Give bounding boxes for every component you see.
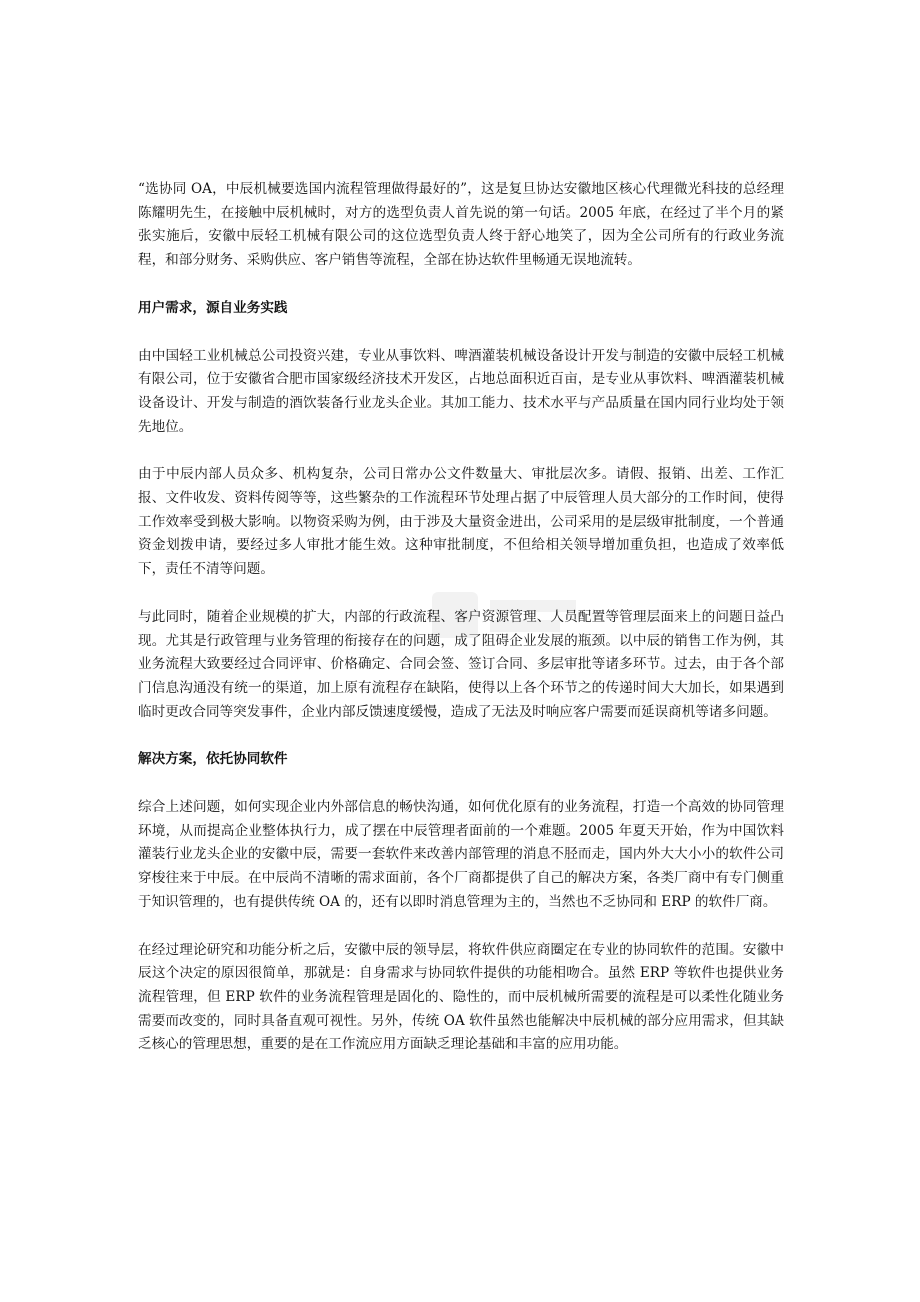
- document-body: [138, 178, 784, 1081]
- paragraph-vendor-selection: 综合上述问题，如何实现企业内外部信息的畅快沟通，如何优化原有的业务流程，打造一个高效的协同管理环境，从而提高企业整体执行力，成了摆在中辰管理者面前的一个难题。2005 年夏天开始，作为中国饮料灌装行业龙头企业的安徽中辰，需要一套软件来改善内部管理的消息不胫而走，国内外大大小小的软件公司穿梭往来于中辰。在中辰尚不清晰的需求面前，各个厂商都提供了自己的解决方案，各类厂商中有专门侧重于知识管理的，也有提供传统 OA 的，还有以即时消息管理为主的，当然也不乏协同和 ERP 的软件厂商。: [138, 799, 784, 910]
- paragraph-approval-problems: 由于中辰内部人员众多、机构复杂，公司日常办公文件数量大、审批层次多。请假、报销、出差、工作汇报、文件收发、资料传阅等等，这些繁杂的工作流程环节处理占据了中辰管理人员大部分的工作时间，使得工作效率受到极大影响。以物资采购为例，由于涉及大量资金进出，公司采用的是层级审批制度，一个普通资金划拨申请，要经过多人审批才能生效。这种审批制度，不但给相关领导增加重负担，也造成了效率低下，责任不清等问题。: [138, 466, 784, 578]
- paragraph-growth-issues: 与此同时，随着企业规模的扩大，内部的行政流程、客户资源管理、人员配置等管理层面来上的问题日益凸现。尤其是行政管理与业务管理的衔接存在的问题，成了阻碍企业发展的瓶颈。以中辰的销售工作为例，其业务流程大致要经过合同评审、价格确定、合同会签、签订合同、多层审批等诸多环节。过去，由于各个部门信息沟通没有统一的渠道，加上原有流程存在缺陷，使得以上各个环节之的传递时间大大加长，如果遇到临时更改合同等突发事件，企业内部反馈速度缓慢，造成了无法及时响应客户需要而延误商机等诸多问题。: [138, 608, 784, 720]
- paragraph-company-profile: 由中国轻工业机械总公司投资兴建，专业从事饮料、啤酒灌装机械设备设计开发与制造的安徽中辰轻工机械有限公司，位于安徽省合肥市国家级经济技术开发区，占地总面积近百亩，是专业从事饮料、啤酒灌装机械设备设计、开发与制造的酒饮装备行业龙头企业。其加工能力、技术水平与产品质量在国内同行业均处于领先地位。: [138, 347, 784, 435]
- section-heading-user-needs: 用户需求，源自业务实践: [138, 299, 288, 316]
- section-heading-solution: 解决方案，依托协同软件: [138, 751, 288, 768]
- paragraph-decision-reason: 在经过理论研究和功能分析之后，安徽中辰的领导层，将软件供应商圈定在专业的协同软件的范围。安徽中辰这个决定的原因很简单，那就是：自身需求与协同软件提供的功能相吻合。虽然 ERP 等软件也提供业务流程管理，但 ERP 软件的业务流程管理是固化的、隐性的，而中辰机械所需要的流程是可以柔性化随业务需要而改变的，同时具备直观可视性。另外，传统 OA 软件虽然也能解决中辰机械的部分应用需求，但其缺乏核心的管理思想，重要的是在工作流应用方面缺乏理论基础和丰富的应用功能。: [138, 941, 784, 1053]
- paragraph-intro: “选协同 OA，中辰机械要选国内流程管理做得最好的”，这是复旦协达安徽地区核心代理微光科技的总经理陈耀明先生，在接触中辰机械时，对方的选型负责人首先说的第一句话。2005 年底，在经过了半个月的紧张实施后，安徽中辰轻工机械有限公司的这位选型负责人终于舒心地笑了，因为全公司所有的行政业务流程，和部分财务、采购供应、客户销售等流程，全部在协达软件里畅通无误地流转。: [138, 181, 784, 269]
